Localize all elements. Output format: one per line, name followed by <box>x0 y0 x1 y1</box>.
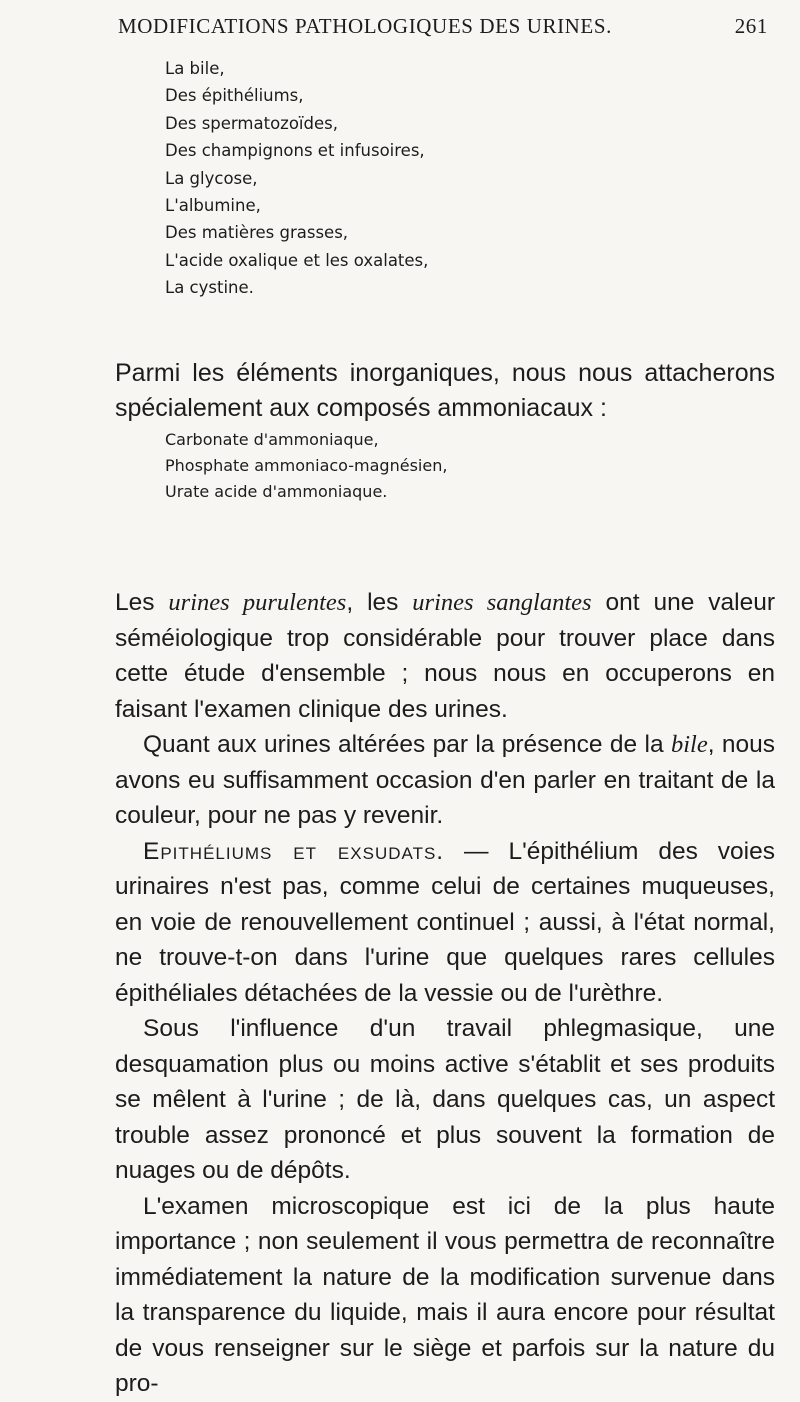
text-run: , les <box>346 589 413 616</box>
header-title: MODIFICATIONS PATHOLOGIQUES DES URINES. <box>118 14 612 38</box>
list-item: La glycose, <box>165 168 258 188</box>
list-item: Des champignons et infusoires, <box>165 141 425 161</box>
body-text <box>115 585 775 1402</box>
paragraph-examen: L'examen microscopique est ici de la plus haute importance ; non seulement il vous permettra de reconnaître immédiatement la nature de la modification survenue dans la transparence du liquide, mais il aura encore pour résultat de vous renseigner sur le siège et parfois sur la nature du pro- <box>115 1192 775 1397</box>
paragraph-urines <box>115 585 775 727</box>
list-item: Des épithéliums, <box>165 86 304 106</box>
list-item: Urate acide d'ammoniaque. <box>165 482 388 501</box>
italic-term: urines purulentes <box>168 589 347 616</box>
text-run: , nous avons eu suffisamment occasion d'en parler en traitant de la couleur, pour ne pas y revenir. <box>115 731 775 829</box>
text-run: ont une valeur séméiologique trop considérable pour trouver place dans cette étude d'ensemble ; nous nous en occuperons en faisant l'examen clinique des urines. <box>115 589 775 723</box>
list-item: L'albumine, <box>165 196 261 216</box>
paragraph-epitheliums <box>115 834 775 1012</box>
list-item: La bile, <box>165 59 225 78</box>
italic-term: bile <box>670 731 708 758</box>
lead-paragraph: Parmi les éléments inorganiques, nous nous attacherons spécialement aux composés ammoniacaux : <box>115 359 775 422</box>
page-number: 261 <box>734 14 768 38</box>
inorganic-elements-list <box>165 427 447 505</box>
organic-elements-list <box>165 55 428 302</box>
list-item: L'acide oxalique et les oxalates, <box>165 250 429 270</box>
list-item: Des matières grasses, <box>165 223 349 243</box>
list-item: Phosphate ammoniaco-magnésien, <box>165 456 448 475</box>
text-run: — L'épithélium des voies urinaires n'est pas, comme celui de certaines muqueuses, en voie de renouvellement continuel ; aussi, à l'état normal, ne trouve-t-on dans l'urine que quelques rares cellules épithéliales détachées de la vessie ou de l'urèthre. <box>115 837 776 1007</box>
italic-term: urines sanglantes <box>412 589 592 616</box>
text-run: Les <box>115 589 169 616</box>
paragraph-desquamation: Sous l'influence d'un travail phlegmasique, une desquamation plus ou moins active s'établit et ses produits se mêlent à l'urine ; de là, dans quelques cas, un aspect trouble assez prononcé et plus souvent la formation de nuages ou de dépôts. <box>115 1015 775 1184</box>
list-item: Des spermatozoïdes, <box>165 113 338 133</box>
text-run: Quant aux urines altérées par la présence de la <box>143 731 671 758</box>
list-item: La cystine. <box>165 278 254 298</box>
list-item: Carbonate d'ammoniaque, <box>165 430 379 449</box>
section-heading: Epithéliums et exsudats. <box>143 837 445 865</box>
paragraph-bile <box>115 727 775 834</box>
